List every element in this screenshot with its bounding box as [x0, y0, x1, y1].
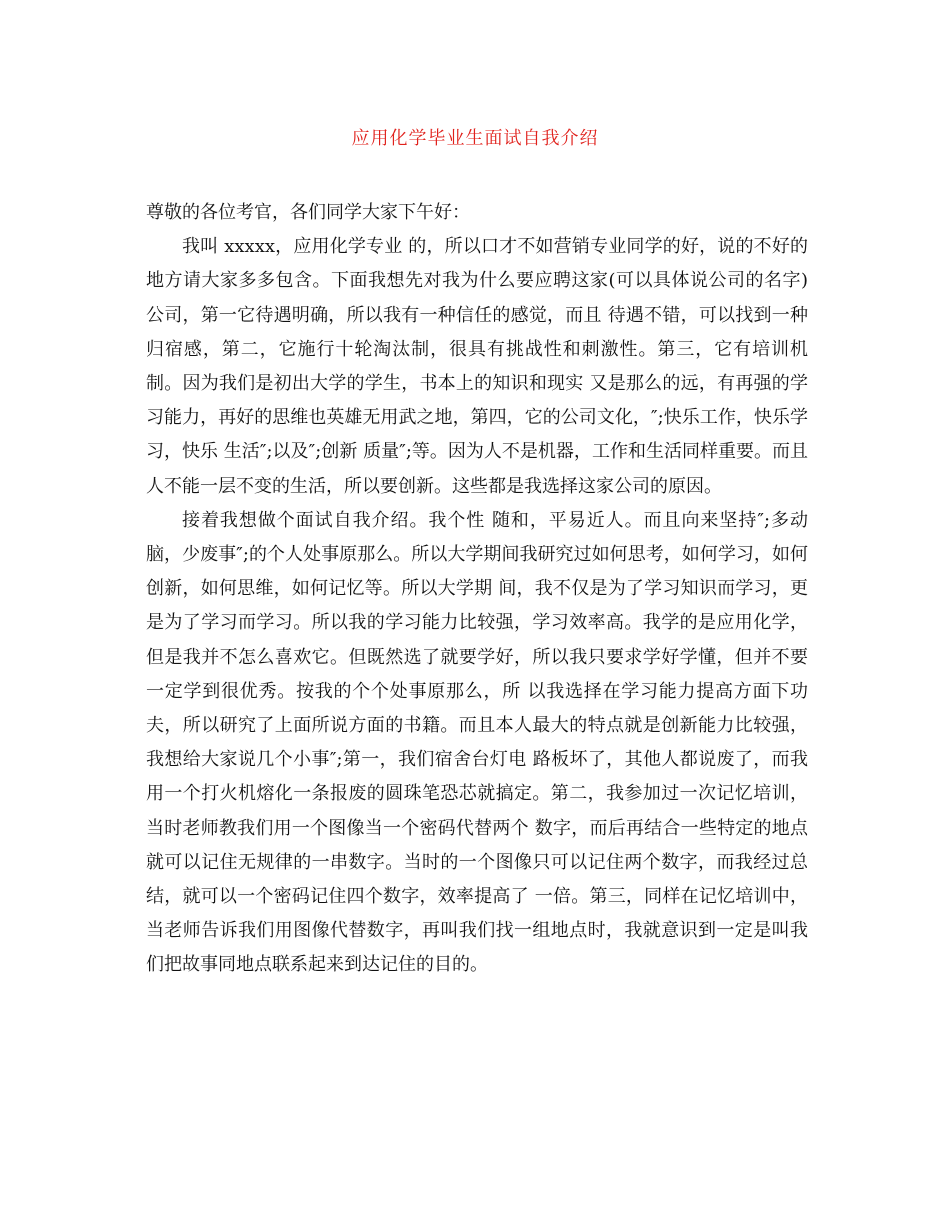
salutation: 尊敬的各位考官，各们同学大家下午好： [146, 202, 470, 223]
paragraph-self-introduction: 接着我想做个面试自我介绍。我个性 随和，平易近人。而且向来坚持″;多动脑，少废事″;的个人处事原那么。所以大学期间我研究过如何思考，如何学习，如何创新，如何思维，如何记忆等。所以大学期 间，我不仅是为了学习知识而学习，更是为了学习而学习。所以我的学习能力比较强，学习效率高。我学的是应用化学，但是我并不怎么喜欢它。但既然选了就要学好，所以我只要求学好学懂，但并不要一定学到很优秀。按我的个个处事原那么，所 以我选择在学习能力提高方面下功夫，所以研究了上面所说方面的书籍。而且本人最大的特点就是创新能力比较强，我想给大家说几个小事″;第一，我们宿舍台灯电 路板坏了，其他人都说废了，而我用一个打火机熔化一条报废的圆珠笔恐芯就搞定。第二，我参加过一次记忆培训，当时老师教我们用一个图像当一个密码代替两个 数字，而后再结合一些特定的地点就可以记住无规律的一串数字。当时的一个图像只可以记住两个数字，而我经过总结，就可以一个密码记住四个数字，效率提高了 一倍。第三，同样在记忆培训中，当老师告诉我们用图像代替数字，再叫我们找一组地点时，我就意识到一定是叫我们把故事同地点联系起来到达记住的目的。 [146, 509, 808, 976]
paragraph-job-reasons: 我叫 xxxxx，应用化学专业 的，所以口才不如营销专业同学的好，说的不好的地方请大家多多包含。下面我想先对我为什么要应聘这家(可以具体说公司的名字)公司，第一它待遇明确，所以我有一种信任的感觉，而且 待遇不错，可以找到一种归宿感，第二，它施行十轮淘汰制，很具有挑战性和刺激性。第三，它有培训机制。因为我们是初出大学的学生，书本上的知识和现实 又是那么的远，有再强的学习能力，再好的思维也英雄无用武之地，第四，它的公司文化，″;快乐工作，快乐学习，快乐 生活″;以及″;创新 质量″;等。因为人不是机器，工作和生活同样重要。而且人不能一层不变的生活，所以要创新。这些都是我选择这家公司的原因。 [146, 236, 808, 497]
document-title: 应用化学毕业生面试自我介绍 [351, 128, 599, 149]
document-body [146, 196, 808, 983]
